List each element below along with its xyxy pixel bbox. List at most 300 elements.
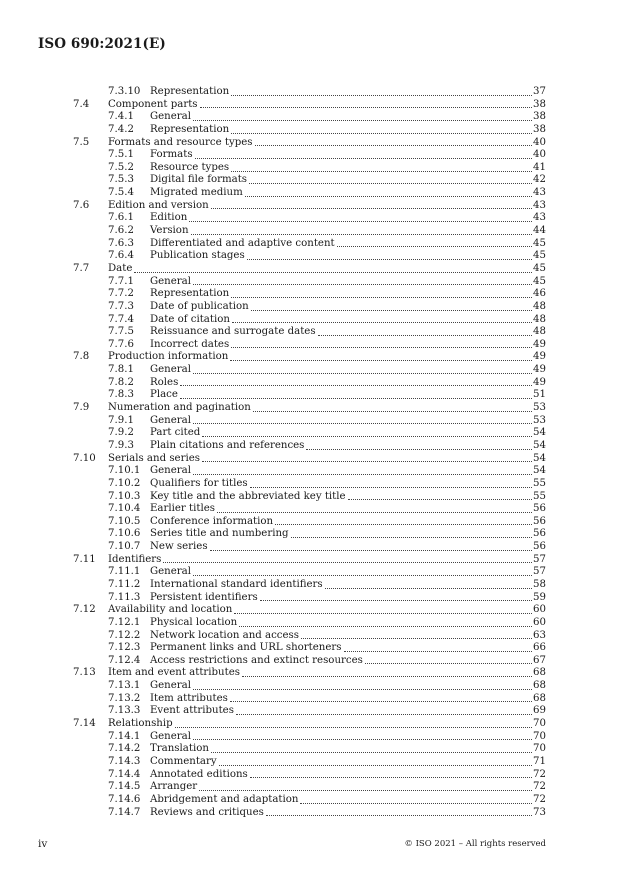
dot-leader: [242, 676, 532, 677]
toc-entry[interactable]: [0, 667, 620, 680]
toc-entry[interactable]: [0, 440, 620, 453]
toc-entry-body: [150, 566, 546, 579]
toc-entry-body: [150, 174, 546, 187]
toc-entry-title: General: [150, 275, 191, 287]
toc-entry-page: 38: [533, 98, 546, 110]
toc-entry-page: 68: [533, 692, 546, 704]
toc-entry-title: Resource types: [150, 161, 230, 173]
toc-entry[interactable]: [0, 149, 620, 162]
toc-entry-page: 48: [533, 326, 546, 338]
toc-entry-page: 49: [533, 376, 546, 388]
dot-leader: [211, 752, 532, 753]
dot-leader: [231, 133, 532, 134]
toc-entry[interactable]: [0, 415, 620, 428]
toc-entry-title: Identifiers: [108, 553, 162, 565]
toc-entry[interactable]: [0, 124, 620, 137]
toc-entry-title: General: [150, 680, 191, 692]
toc-entry-number: 7.13.1: [108, 680, 141, 692]
toc-entry[interactable]: [0, 377, 620, 390]
toc-entry[interactable]: [0, 288, 620, 301]
dot-leader: [217, 512, 532, 513]
dot-leader: [193, 575, 532, 576]
toc-entry-page: 51: [533, 389, 546, 401]
toc-entry-body: [108, 604, 546, 617]
toc-entry-number: 7.7.6: [108, 338, 134, 350]
toc-entry-title: Migrated medium: [150, 187, 243, 199]
toc-entry-body: [150, 516, 546, 529]
toc-entry-body: [150, 794, 546, 807]
dot-leader: [300, 803, 532, 804]
toc-entry-page: 54: [533, 465, 546, 477]
toc-entry-title: Abridgement and adaptation: [150, 793, 299, 805]
toc-entry-title: Representation: [150, 123, 230, 135]
dot-leader: [193, 284, 532, 285]
toc-entry-page: 69: [533, 705, 546, 717]
toc-entry-page: 67: [533, 654, 546, 666]
toc-entry-number: 7.5.1: [108, 149, 134, 161]
toc-entry-page: 43: [533, 199, 546, 211]
toc-entry-title: General: [150, 364, 191, 376]
toc-entry[interactable]: [0, 389, 620, 402]
toc-entry-number: 7.5.3: [108, 174, 134, 186]
toc-entry-number: 7.11.2: [108, 578, 141, 590]
toc-entry[interactable]: [0, 592, 620, 605]
dot-leader: [193, 120, 532, 121]
toc-entry[interactable]: [0, 453, 620, 466]
dot-leader: [266, 815, 532, 816]
dot-leader: [199, 790, 532, 791]
toc-entry-title: Roles: [150, 376, 179, 388]
dot-leader: [163, 562, 532, 563]
toc-entry-number: 7.5.4: [108, 187, 134, 199]
toc-entry-title: Date: [108, 262, 133, 274]
toc-entry[interactable]: [0, 718, 620, 731]
toc-entry-title: Part cited: [150, 427, 201, 439]
dot-leader: [175, 727, 532, 728]
toc-entry[interactable]: [0, 314, 620, 327]
toc-entry-title: Annotated editions: [150, 768, 248, 780]
toc-entry-page: 70: [533, 743, 546, 755]
toc-entry-body: [150, 225, 546, 238]
dot-leader: [230, 360, 532, 361]
dot-leader: [195, 158, 532, 159]
toc-entry-body: [108, 667, 546, 680]
toc-entry[interactable]: [0, 655, 620, 668]
toc-entry[interactable]: [0, 579, 620, 592]
dot-leader: [251, 310, 532, 311]
toc-entry-title: General: [150, 730, 191, 742]
toc-entry-title: Network location and access: [150, 629, 299, 641]
toc-entry-title: New series: [150, 541, 208, 553]
dot-leader: [291, 537, 532, 538]
toc-entry-page: 66: [533, 642, 546, 654]
dot-leader: [210, 550, 532, 551]
toc-entry-number: 7.10.1: [108, 465, 141, 477]
toc-entry-body: [150, 364, 546, 377]
toc-entry-body: [150, 377, 546, 390]
toc-entry[interactable]: [0, 465, 620, 478]
toc-entry-body: [150, 592, 546, 605]
dot-leader: [180, 385, 532, 386]
dot-leader: [232, 322, 532, 323]
toc-entry-title: Component parts: [108, 98, 198, 110]
toc-entry[interactable]: [0, 263, 620, 276]
toc-entry-page: 59: [533, 591, 546, 603]
dot-leader: [306, 449, 532, 450]
toc-entry-body: [150, 124, 546, 137]
toc-entry[interactable]: [0, 617, 620, 630]
dot-leader: [231, 171, 532, 172]
toc-entry-number: 7.10.4: [108, 503, 141, 515]
toc-entry[interactable]: [0, 604, 620, 617]
toc-entry[interactable]: [0, 731, 620, 744]
dot-leader: [344, 651, 533, 652]
dot-leader: [337, 246, 532, 247]
toc-entry-body: [150, 541, 546, 554]
toc-entry-page: 45: [533, 250, 546, 262]
toc-entry-number: 7.12.2: [108, 629, 141, 641]
toc-entry-body: [150, 415, 546, 428]
toc-entry-body: [150, 503, 546, 516]
toc-entry-body: [150, 807, 546, 820]
toc-entry[interactable]: [0, 503, 620, 516]
toc-entry-body: [150, 339, 546, 352]
toc-entry-number: 7.13.2: [108, 692, 141, 704]
toc-entry-body: [108, 554, 546, 567]
toc-entry-body: [150, 693, 546, 706]
toc-entry[interactable]: [0, 174, 620, 187]
toc-entry-number: 7.5: [73, 136, 90, 148]
dot-leader: [255, 145, 533, 146]
toc-entry-body: [150, 756, 546, 769]
toc-entry[interactable]: [0, 200, 620, 213]
toc-entry-number: 7.13.3: [108, 705, 141, 717]
toc-entry[interactable]: [0, 339, 620, 352]
dot-leader: [193, 373, 532, 374]
toc-entry-page: 44: [533, 225, 546, 237]
toc-entry-page: 55: [533, 490, 546, 502]
toc-entry-page: 56: [533, 515, 546, 527]
toc-entry[interactable]: [0, 705, 620, 718]
toc-entry-body: [150, 301, 546, 314]
toc-entry-body: [150, 491, 546, 504]
dot-leader: [193, 474, 532, 475]
toc-entry-title: Qualifiers for titles: [150, 477, 248, 489]
toc-entry-body: [150, 579, 546, 592]
toc-entry-body: [150, 111, 546, 124]
toc-entry[interactable]: [0, 491, 620, 504]
toc-entry-number: 7.13: [73, 667, 96, 679]
toc-entry-number: 7.4.1: [108, 111, 134, 123]
toc-entry-title: Event attributes: [150, 705, 234, 717]
toc-entry-number: 7.6.1: [108, 212, 134, 224]
toc-entry-body: [150, 187, 546, 200]
dot-leader: [202, 436, 532, 437]
toc-entry-number: 7.12.3: [108, 642, 141, 654]
toc-entry-page: 55: [533, 477, 546, 489]
toc-entry-title: Item and event attributes: [108, 667, 240, 679]
toc-entry-body: [150, 149, 546, 162]
toc-entry[interactable]: [0, 630, 620, 643]
toc-entry[interactable]: [0, 238, 620, 251]
toc-entry[interactable]: [0, 680, 620, 693]
toc-entry-body: [150, 276, 546, 289]
toc-entry-title: Reissuance and surrogate dates: [150, 326, 316, 338]
toc-entry-page: 58: [533, 578, 546, 590]
dot-leader: [134, 272, 532, 273]
toc-entry-number: 7.6.4: [108, 250, 134, 262]
dot-leader: [245, 196, 532, 197]
toc-entry-page: 48: [533, 300, 546, 312]
toc-entry-page: 70: [533, 730, 546, 742]
toc-entry-title: Permanent links and URL shorteners: [150, 642, 342, 654]
toc-entry[interactable]: [0, 111, 620, 124]
toc-entry[interactable]: [0, 86, 620, 99]
dot-leader: [193, 423, 532, 424]
dot-leader: [219, 765, 532, 766]
toc-entry-body: [150, 86, 546, 99]
toc-entry-title: Formats: [150, 149, 193, 161]
toc-entry-title: General: [150, 566, 191, 578]
toc-entry[interactable]: [0, 566, 620, 579]
toc-entry[interactable]: [0, 554, 620, 567]
toc-entry-body: [150, 642, 546, 655]
toc-entry-body: [150, 250, 546, 263]
toc-entry-page: 70: [533, 718, 546, 730]
toc-entry-body: [150, 731, 546, 744]
toc-entry[interactable]: [0, 276, 620, 289]
toc-entry-number: 7.8.2: [108, 376, 134, 388]
toc-entry-title: Access restrictions and extinct resources: [150, 654, 363, 666]
toc-entry-number: 7.10.2: [108, 477, 141, 489]
toc-entry[interactable]: [0, 541, 620, 554]
toc-entry[interactable]: [0, 326, 620, 339]
dot-leader: [260, 600, 532, 601]
copyright-notice: © ISO 2021 – All rights reserved: [404, 839, 546, 849]
toc-entry-title: Arranger: [150, 781, 198, 793]
toc-entry-page: 43: [533, 187, 546, 199]
toc-entry-title: Production information: [108, 351, 229, 363]
toc-entry-body: [108, 351, 546, 364]
toc-entry-title: Digital file formats: [150, 174, 248, 186]
toc-entry-body: [150, 440, 546, 453]
toc-entry-page: 72: [533, 793, 546, 805]
toc-entry[interactable]: [0, 794, 620, 807]
toc-entry-page: 49: [533, 351, 546, 363]
dot-leader: [189, 221, 532, 222]
toc-entry[interactable]: [0, 516, 620, 529]
toc-entry-body: [108, 99, 546, 112]
toc-entry-body: [108, 402, 546, 415]
toc-entry-number: 7.9.1: [108, 414, 134, 426]
toc-entry-page: 68: [533, 667, 546, 679]
toc-entry-number: 7.14.2: [108, 743, 141, 755]
toc-entry-page: 54: [533, 452, 546, 464]
toc-entry-number: 7.7.2: [108, 288, 134, 300]
toc-entry-title: Commentary: [150, 755, 217, 767]
toc-entry-number: 7.14.3: [108, 755, 141, 767]
toc-entry-body: [150, 478, 546, 491]
toc-entry-title: General: [150, 414, 191, 426]
toc-entry-title: Reviews and critiques: [150, 806, 264, 818]
toc-entry-page: 68: [533, 680, 546, 692]
toc-entry[interactable]: [0, 301, 620, 314]
toc-entry[interactable]: [0, 781, 620, 794]
toc-entry-number: 7.7: [73, 262, 90, 274]
toc-entry-title: Key title and the abbreviated key title: [150, 490, 346, 502]
toc-entry-body: [150, 705, 546, 718]
toc-entry-number: 7.8.1: [108, 364, 134, 376]
toc-entry[interactable]: [0, 528, 620, 541]
toc-entry-page: 37: [533, 86, 546, 97]
toc-entry-number: 7.14.6: [108, 793, 141, 805]
toc-entry[interactable]: [0, 162, 620, 175]
dot-leader: [250, 777, 532, 778]
toc-entry-body: [150, 528, 546, 541]
toc-entry-body: [150, 655, 546, 668]
toc-entry[interactable]: [0, 402, 620, 415]
toc-entry-number: 7.10.7: [108, 541, 141, 553]
toc-entry-page: 48: [533, 313, 546, 325]
toc-entry-title: Version: [150, 225, 189, 237]
toc-entry[interactable]: [0, 187, 620, 200]
toc-entry-number: 7.14.4: [108, 768, 141, 780]
toc-entry-title: Representation: [150, 86, 230, 97]
toc-entry-number: 7.11: [73, 553, 96, 565]
toc-entry-page: 42: [533, 174, 546, 186]
toc-entry-title: General: [150, 465, 191, 477]
dot-leader: [231, 347, 532, 348]
toc-entry-page: 45: [533, 237, 546, 249]
toc-entry-number: 7.14.7: [108, 806, 141, 818]
toc-entry-page: 72: [533, 768, 546, 780]
toc-entry-body: [108, 718, 546, 731]
toc-entry-page: 40: [533, 149, 546, 161]
toc-entry-title: Item attributes: [150, 692, 228, 704]
dot-leader: [275, 524, 532, 525]
toc-entry-title: Incorrect dates: [150, 338, 230, 350]
toc-entry-number: 7.9: [73, 402, 90, 414]
dot-leader: [230, 701, 532, 702]
toc-entry-number: 7.6.3: [108, 237, 134, 249]
dot-leader: [253, 411, 532, 412]
toc-entry-page: 56: [533, 541, 546, 553]
toc-entry-page: 56: [533, 503, 546, 515]
toc-entry-body: [150, 212, 546, 225]
toc-entry-page: 54: [533, 427, 546, 439]
toc-entry-body: [150, 288, 546, 301]
dot-leader: [249, 183, 532, 184]
toc-entry-title: Serials and series: [108, 452, 200, 464]
toc-entry-title: Differentiated and adaptive content: [150, 237, 335, 249]
toc-entry[interactable]: [0, 427, 620, 440]
dot-leader: [193, 739, 532, 740]
toc-entry[interactable]: [0, 743, 620, 756]
toc-entry-body: [150, 326, 546, 339]
toc-entry-number: 7.14.5: [108, 781, 141, 793]
dot-leader: [301, 638, 532, 639]
toc-entry[interactable]: [0, 250, 620, 263]
toc-entry[interactable]: [0, 137, 620, 150]
toc-entry-number: 7.3.10: [108, 86, 141, 97]
toc-entry[interactable]: [0, 364, 620, 377]
toc-entry-body: [150, 389, 546, 402]
toc-entry-page: 40: [533, 136, 546, 148]
toc-entry-body: [108, 200, 546, 213]
toc-entry-number: 7.11.3: [108, 591, 141, 603]
dot-leader: [239, 626, 532, 627]
toc-entry-page: 54: [533, 439, 546, 451]
toc-entry-body: [150, 617, 546, 630]
toc-entry-title: Relationship: [108, 718, 173, 730]
toc-entry-page: 45: [533, 262, 546, 274]
toc-entry-page: 53: [533, 414, 546, 426]
table-of-contents: [0, 86, 620, 819]
toc-entry-number: 7.6.2: [108, 225, 134, 237]
toc-entry-page: 71: [533, 755, 546, 767]
toc-entry-page: 46: [533, 288, 546, 300]
toc-entry-page: 57: [533, 566, 546, 578]
toc-entry-number: 7.7.1: [108, 275, 134, 287]
toc-entry[interactable]: [0, 756, 620, 769]
toc-entry-body: [150, 465, 546, 478]
toc-entry-number: 7.10: [73, 452, 96, 464]
toc-entry-number: 7.6: [73, 199, 90, 211]
toc-entry-title: Numeration and pagination: [108, 402, 251, 414]
toc-entry-body: [108, 453, 546, 466]
toc-entry-number: 7.12.1: [108, 616, 141, 628]
toc-entry-page: 56: [533, 528, 546, 540]
toc-entry-body: [150, 630, 546, 643]
toc-entry[interactable]: [0, 642, 620, 655]
toc-entry-page: 45: [533, 275, 546, 287]
toc-entry-number: 7.9.2: [108, 427, 134, 439]
toc-entry-number: 7.12.4: [108, 654, 141, 666]
toc-entry-title: Earlier titles: [150, 503, 215, 515]
toc-entry-body: [150, 427, 546, 440]
toc-entry-title: General: [150, 111, 191, 123]
dot-leader: [231, 95, 532, 96]
toc-entry[interactable]: [0, 99, 620, 112]
toc-entry[interactable]: [0, 225, 620, 238]
dot-leader: [191, 234, 533, 235]
toc-entry-title: Persistent identifiers: [150, 591, 258, 603]
toc-entry-page: 53: [533, 402, 546, 414]
dot-leader: [365, 663, 532, 664]
toc-entry-page: 73: [533, 806, 546, 818]
toc-entry[interactable]: [0, 478, 620, 491]
toc-entry-number: 7.14: [73, 718, 96, 730]
toc-entry-number: 7.7.3: [108, 300, 134, 312]
toc-entry[interactable]: [0, 693, 620, 706]
toc-entry-number: 7.12: [73, 604, 96, 616]
toc-entry-number: 7.5.2: [108, 161, 134, 173]
toc-entry-page: 41: [533, 161, 546, 173]
toc-entry[interactable]: [0, 212, 620, 225]
toc-entry-title: Conference information: [150, 515, 274, 527]
toc-entry[interactable]: [0, 351, 620, 364]
toc-entry-number: 7.10.5: [108, 515, 141, 527]
toc-entry-title: Representation: [150, 288, 230, 300]
toc-entry-title: Translation: [150, 743, 209, 755]
toc-entry-number: 7.8: [73, 351, 90, 363]
toc-entry-number: 7.10.3: [108, 490, 141, 502]
dot-leader: [200, 107, 533, 108]
page-number: iv: [38, 838, 48, 850]
toc-entry[interactable]: [0, 807, 620, 820]
toc-entry[interactable]: [0, 769, 620, 782]
dot-leader: [236, 714, 532, 715]
